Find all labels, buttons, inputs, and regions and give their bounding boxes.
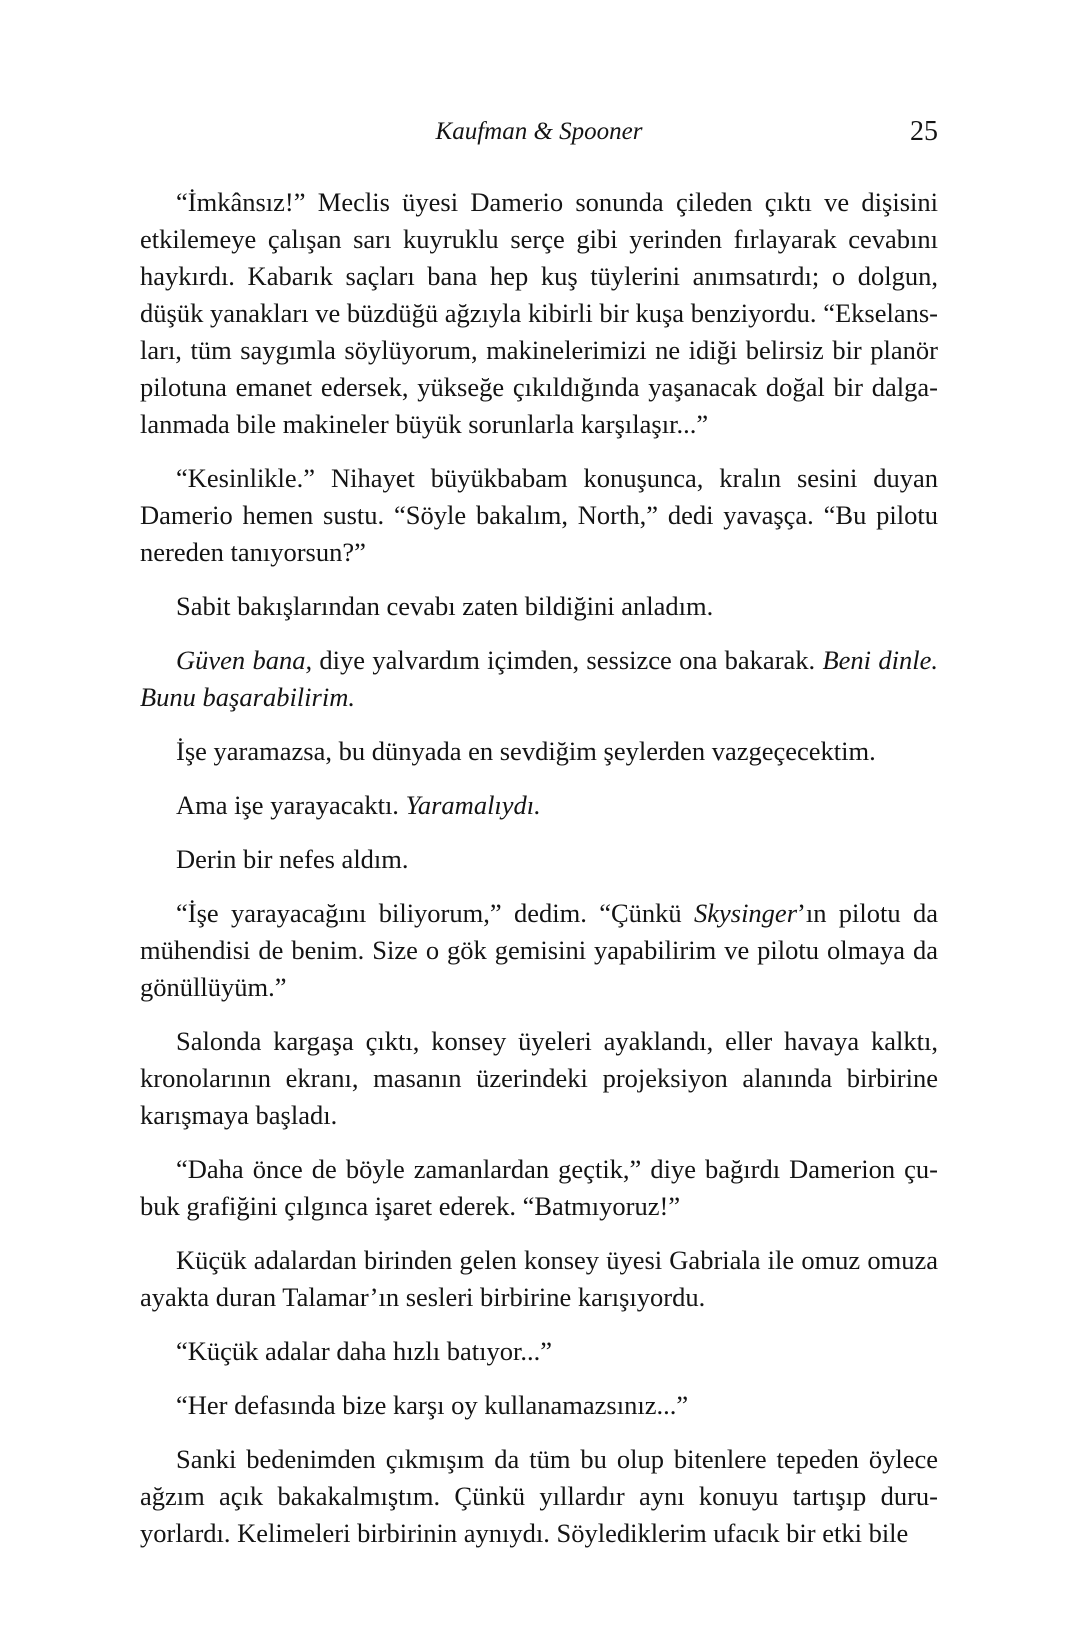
italic-run: Güven bana, — [176, 645, 313, 675]
paragraph — [140, 895, 938, 1006]
paragraph — [140, 460, 938, 571]
text-run: Salonda kargaşa çıktı, konsey üyeleri ayaklandı, eller havaya kalktı, kronolarının ekranı, masanın üzerindeki projeksiyon alanında birbirine karışmaya başladı. — [140, 1026, 938, 1130]
text-run: Küçük adalardan birinden gelen konsey üyesi Gabriala ile omuz omuza ayakta duran Talamar’ın sesleri birbirine karışıyordu. — [140, 1245, 938, 1312]
text-run: Sabit bakışlarından cevabı zaten bildiğini anladım. — [176, 591, 714, 621]
text-run: “Her defasında bize karşı oy kullanamazsınız...” — [176, 1390, 689, 1420]
paragraph — [140, 1151, 938, 1225]
running-header — [140, 112, 938, 152]
paragraph — [140, 787, 938, 824]
text-run: Derin bir nefes aldım. — [176, 844, 409, 874]
italic-run: Beni dinle. Bunu başarabilirim. — [140, 645, 938, 712]
paragraph — [140, 1333, 938, 1370]
text-run: “Kesinlikle.” Nihayet büyükbabam konuşunca, kralın sesini duyan Damerio hemen sustu. “Söyle bakalım, North,” dedi yavaşça. “Bu pilotu nereden tanıyorsun?” — [140, 463, 938, 567]
paragraph — [140, 1023, 938, 1134]
paragraph — [140, 1441, 938, 1552]
text-run: diye yalvardım içimden, sessizce ona bakarak. — [312, 645, 823, 675]
paragraph — [140, 733, 938, 770]
paragraph — [140, 1242, 938, 1316]
paragraph — [140, 642, 938, 716]
text-run: Ama işe yarayacaktı. — [176, 790, 406, 820]
text-run: İşe yaramazsa, bu dünyada en sevdiğim şeylerden vazgeçecektim. — [176, 736, 876, 766]
text-run: “Küçük adalar daha hızlı batıyor...” — [176, 1336, 552, 1366]
running-title: Kaufman & Spooner — [435, 118, 643, 145]
paragraph — [140, 588, 938, 625]
text-run: “Daha önce de böyle zamanlardan geçtik,” diye bağırdı Damerion çubuk grafiğini çılgınca işaret ederek. “Batmıyoruz!” — [140, 1154, 938, 1221]
italic-run: Skysinger — [693, 898, 798, 928]
text-run: “İmkânsız!” Meclis üyesi Damerio sonunda çileden çıktı ve dişisini etkilemeye çalışan sarı kuyruklu serçe gibi yerinden fırlayarak cevabını haykırdı. Kabarık saçları bana hep kuş tüylerini anımsatırdı; o dolgun, düşük yanakları ve büzdüğü ağzıyla kibirli bir kuşa benziyordu. “Ekselansları, tüm saygımla söylüyorum, makinelerimizi ne idiği belirsiz bir planör pilotuna emanet edersek, yükseğe çıkıldığında yaşanacak doğal bir dalgalanmada bile makineler büyük sorunlarla karşılaşır...” — [140, 187, 938, 439]
text-run: “İşe yarayacağını biliyorum,” dedim. “Çünkü — [176, 898, 694, 928]
body-text — [140, 184, 938, 1569]
paragraph — [140, 184, 938, 443]
italic-run: Yaramalıydı. — [405, 790, 541, 820]
page-number: 25 — [910, 116, 938, 147]
paragraph — [140, 1387, 938, 1424]
paragraph — [140, 841, 938, 878]
text-run: Sanki bedenimden çıkmışım da tüm bu olup bitenlere tepeden öylece ağzım açık bakakalmıştım. Çünkü yıllardır aynı konuyu tartışıp duruyorlardı. Kelimeleri birbirinin aynıydı. Söylediklerim ufacık bir etki bile — [140, 1444, 938, 1548]
text-run: ’ın pilotu da mühendisi de benim. Size o gök gemisini yapabilirim ve pilotu olmaya da gönüllüyüm.” — [140, 898, 938, 1002]
